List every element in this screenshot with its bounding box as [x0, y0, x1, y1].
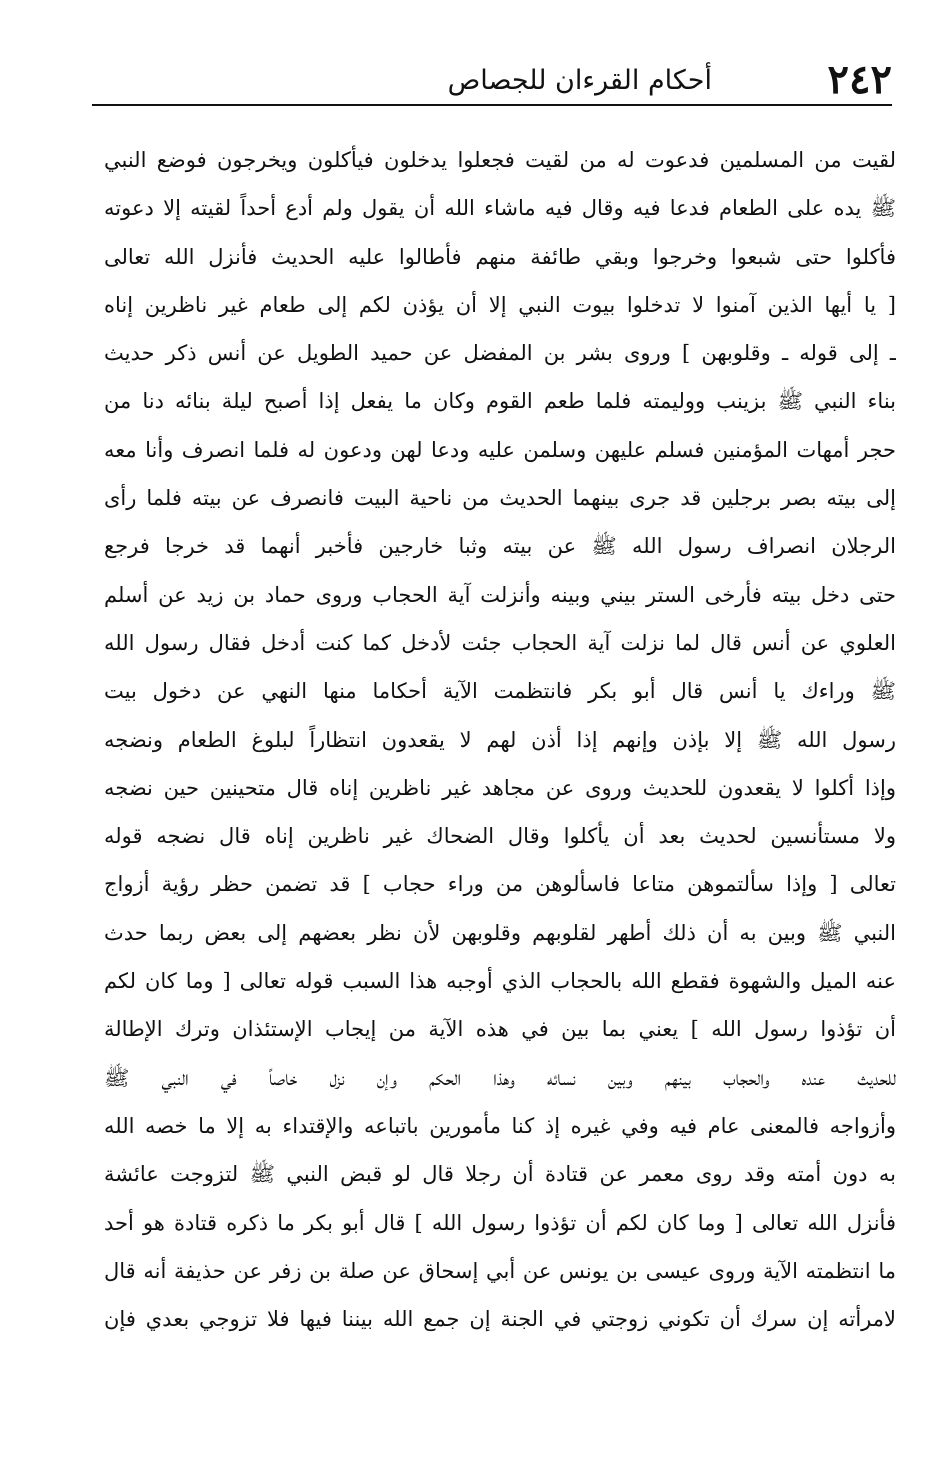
text-line: ﷺ يده على الطعام فدعا فيه وقال فيه ماشاء الله أن يقول ولم أدع أحداً لقيته إلا دعوته — [104, 196, 896, 221]
text-line: حتى دخل بيته فأرخى الستر بيني وبينه وأنزلت آية الحجاب وروى حماد بن زيد عن أسلم — [104, 582, 896, 607]
text-line: به دون أمته وقد روى معمر عن قتادة أن رجلا قال لو قبض النبي ﷺ لتزوجت عائشة — [104, 1162, 896, 1187]
text-line: فأنزل الله تعالى [ وما كان لكم أن تؤذوا رسول الله ] قال أبو بكر ما ذكره قتادة هو أحد — [104, 1210, 896, 1235]
text-line: عنه الميل والشهوة فقطع الله بالحجاب الذي أوجبه هذا السبب قوله تعالى [ وما كان لكم — [104, 969, 896, 994]
text-line: حجر أمهات المؤمنين فسلم عليهن وسلمن عليه ودعا لهن ودعون له فلما انصرف وأنا معه — [104, 437, 896, 462]
text-line: ولا مستأنسين لحديث بعد أن يأكلوا وقال الضحاك غير ناظرين إناه قال نضجه قوله — [104, 824, 896, 849]
running-title: أحكام القرءان للجصاص — [447, 65, 712, 96]
text-line: أن تؤذوا رسول الله ] يعني بما بين في هذه الآية من إيجاب الإستئذان وترك الإطالة — [104, 1017, 896, 1042]
text-line: بناء النبي ﷺ بزينب ووليمته فلما طعم القوم وكان ما يفعل إذا أصبح ليلة بنائه دنا من — [104, 389, 896, 414]
text-line: العلوي عن أنس قال لما نزلت آية الحجاب جئت لأدخل كما كنت أدخل فقال رسول الله — [104, 630, 896, 655]
text-line: للحديث عنده والحجاب بينهم وبين نسائه وهذا الحكم وإن نزل خاصاً في النبي ﷺ — [104, 1065, 896, 1090]
text-line: رسول الله ﷺ إلا بإذن وإنهم إذا أذن لهم لا يقعدون انتظاراً لبلوغ الطعام ونضجه — [104, 727, 896, 752]
text-line: لقيت من المسلمين فدعوت له من لقيت فجعلوا يدخلون فيأكلون ويخرجون فوضع النبي — [104, 148, 896, 172]
text-line: الرجلان انصراف رسول الله ﷺ عن بيته وثبا خارجين فأخبر أنهما قد خرجا فرجع — [104, 534, 896, 559]
text-line: ما انتظمته الآية وروى عيسى بن يونس عن أبي إسحاق عن صلة بن زفر عن حذيفة أنه قال — [104, 1258, 896, 1283]
text-line: وأزواجه فالمعنى عام فيه وفي غيره إذ كنا مأمورين باتباعه والإقتداء به إلا ما خصه الله — [104, 1113, 896, 1138]
page-number: ٢٤٢ — [827, 56, 892, 103]
text-line: النبي ﷺ وبين به أن ذلك أطهر لقلوبهم وقلوبهن لأن نظر بعضهم إلى بعض ربما حدث — [104, 920, 896, 945]
text-line: تعالى [ وإذا سألتموهن متاعا فاسألوهن من وراء حجاب ] قد تضمن حظر رؤية أزواج — [104, 872, 896, 897]
page-header — [92, 52, 892, 108]
text-line: ـ إلى قوله ـ وقلوبهن ] وروى بشر بن المفضل عن حميد الطويل عن أنس ذكر حديث — [104, 341, 896, 366]
text-line: فأكلوا حتى شبعوا وخرجوا وبقي طائفة منهم فأطالوا عليه الحديث فأنزل الله تعالى — [104, 244, 896, 269]
text-line: وإذا أكلوا لا يقعدون للحديث وروى عن مجاهد غير ناظرين إناه قال متحينين حين نضجه — [104, 775, 896, 800]
text-line: إلى بيته بصر برجلين قد جرى بينهما الحديث من ناحية البيت فانصرف عن بيته فلما رأى — [104, 486, 896, 511]
text-line: [ يا أيها الذين آمنوا لا تدخلوا بيوت النبي إلا أن يؤذن لكم إلى طعام غير ناظرين إناه — [104, 292, 896, 317]
text-line: لامرأته إن سرك أن تكوني زوجتي في الجنة إن جمع الله بيننا فيها فلا تزوجي بعدي فإن — [104, 1307, 896, 1332]
header-rule — [92, 104, 892, 106]
body-text — [104, 136, 896, 1343]
text-line: ﷺ وراءك يا أنس قال أبو بكر فانتظمت الآية أحكاما منها النهي عن دخول بيت — [104, 679, 896, 704]
